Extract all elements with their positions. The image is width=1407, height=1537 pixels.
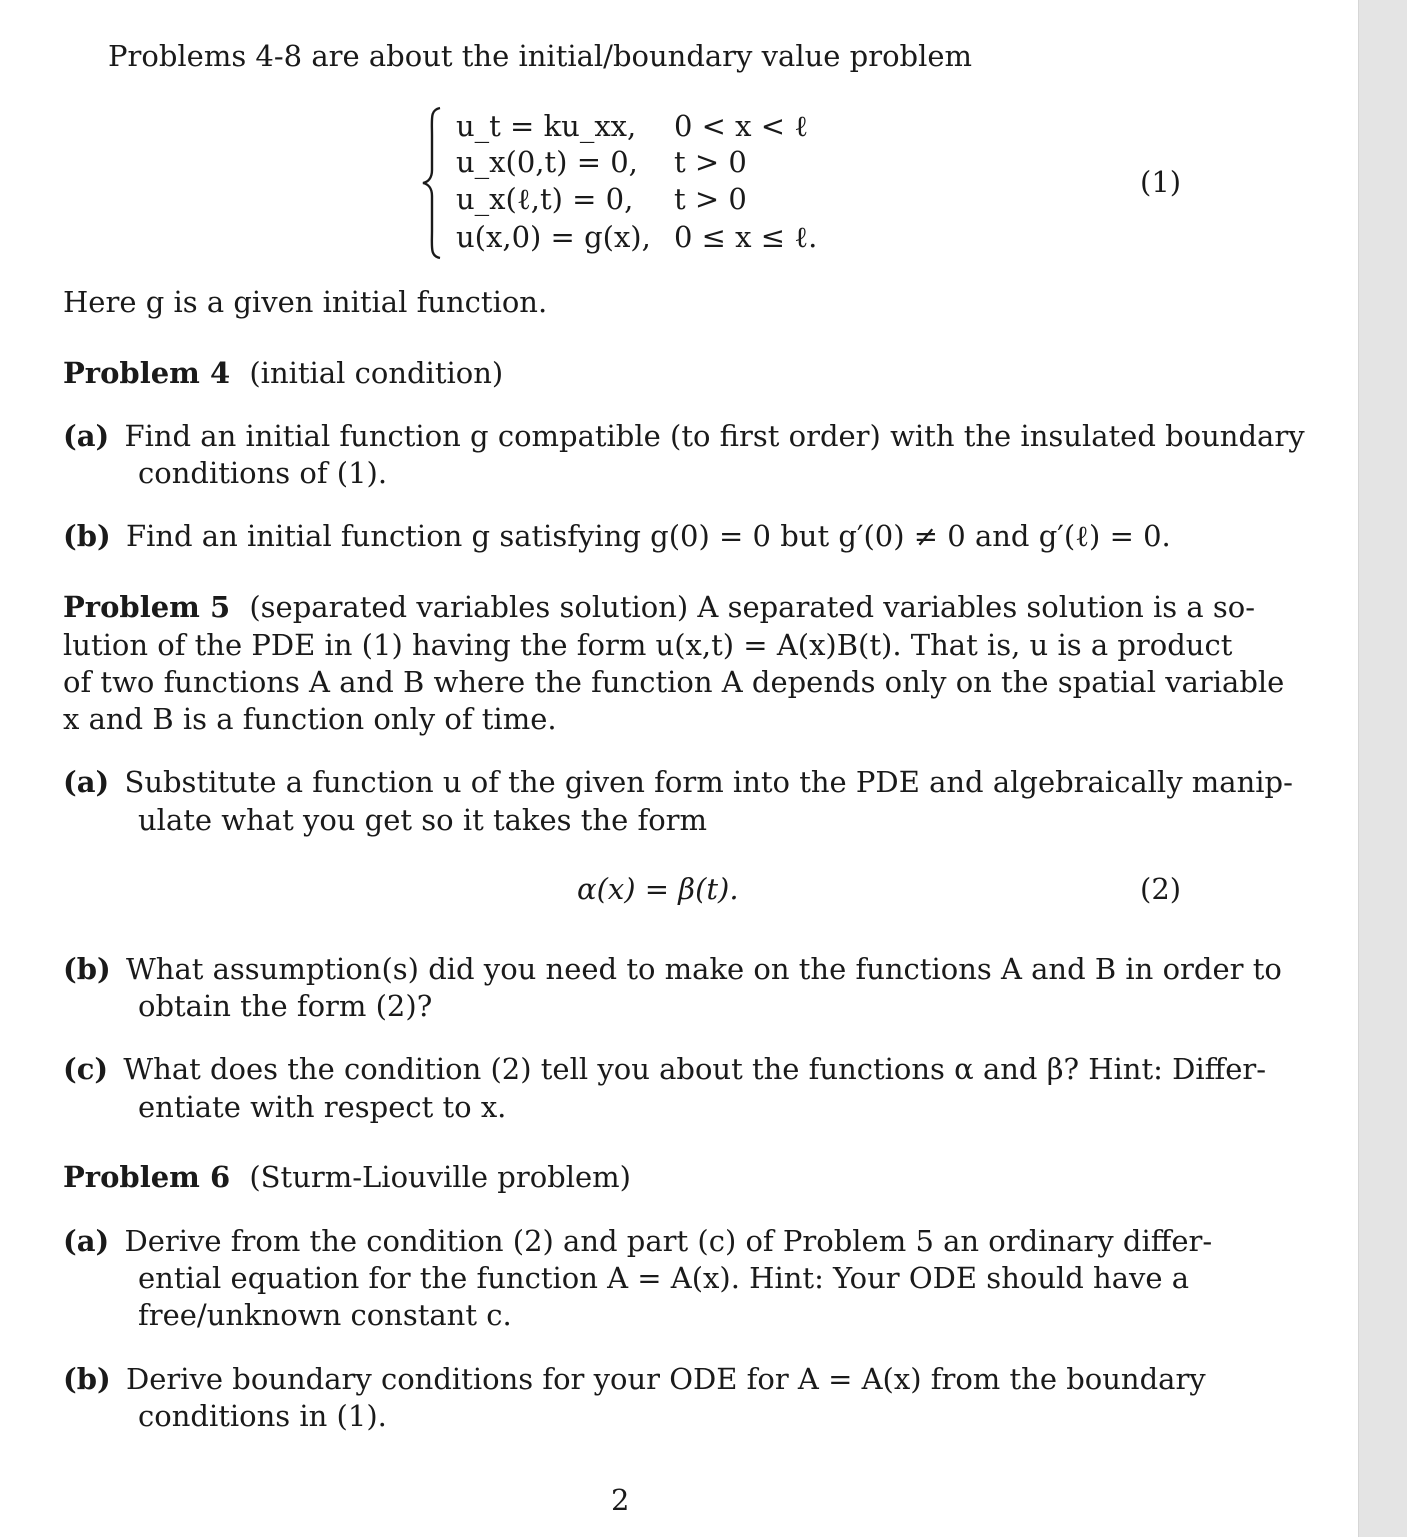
problem-5c-line2: entiate with respect to x.	[138, 1090, 507, 1124]
problem-4-title: Problem 4	[63, 356, 231, 390]
problem-6-subtitle: (Sturm-Liouville problem)	[249, 1160, 631, 1194]
problem-5b-line2: obtain the form (2)?	[138, 989, 433, 1023]
problem-5-intro-line2: lution of the PDE in (1) having the form u(x,t) = A(x)B(t). That is, u is a product	[63, 628, 1233, 662]
system-row-eq-2: u_x(0,t) = 0,	[456, 145, 638, 179]
problem-5-title: Problem 5	[63, 590, 231, 624]
problem-4a	[63, 418, 1305, 454]
problem-6-heading	[63, 1159, 631, 1195]
problem-6b-line2: conditions in (1).	[138, 1399, 387, 1433]
equation-number-1: (1)	[1140, 165, 1182, 199]
problem-6a-line3: free/unknown constant c.	[138, 1298, 512, 1332]
problem-5c-line1: What does the condition (2) tell you about the functions α and β? Hint: Differ-	[123, 1052, 1267, 1086]
problem-5a-label: (a)	[63, 765, 110, 799]
problem-6a-label: (a)	[63, 1224, 110, 1258]
problem-5c-label: (c)	[63, 1052, 109, 1086]
system-row-cond-4: 0 ≤ x ≤ ℓ.	[674, 220, 818, 254]
given-text: Here g is a given initial function.	[63, 285, 548, 319]
problem-5-intro-line1: (separated variables solution) A separated variables solution is a so-	[249, 590, 1256, 624]
system-row-cond-3: t > 0	[674, 182, 747, 216]
intro-text: Problems 4-8 are about the initial/boundary value problem	[108, 39, 973, 73]
problem-5a-line1: Substitute a function u of the given form into the PDE and algebraically manip-	[124, 765, 1293, 799]
problem-5b	[63, 951, 1282, 987]
problem-4b-label: (b)	[63, 519, 111, 553]
problem-5b-line1: What assumption(s) did you need to make on the functions A and B in order to	[125, 952, 1282, 986]
problem-5a	[63, 764, 1293, 800]
problem-5c	[63, 1051, 1266, 1087]
problem-4a-line2: conditions of (1).	[138, 456, 388, 490]
system-row-cond-1: 0 < x < ℓ	[674, 109, 809, 143]
problem-6b-label: (b)	[63, 1362, 111, 1396]
problem-4a-line1: Find an initial function g compatible (to first order) with the insulated boundary	[124, 419, 1305, 453]
problem-4-heading	[63, 355, 503, 391]
equation-number-2: (2)	[1140, 872, 1182, 906]
problem-6a-line2: ential equation for the function A = A(x). Hint: Your ODE should have a	[138, 1261, 1190, 1295]
problem-4b-text: Find an initial function g satisfying g(0) = 0 but g′(0) ≠ 0 and g′(ℓ) = 0.	[125, 519, 1171, 553]
left-brace	[420, 106, 444, 260]
system-row-eq-4: u(x,0) = g(x),	[456, 220, 651, 254]
problem-4-subtitle: (initial condition)	[249, 356, 504, 390]
problem-5-intro-line3: of two functions A and B where the function A depends only on the spatial variable	[63, 665, 1285, 699]
page-number: 2	[611, 1483, 630, 1517]
system-row-cond-2: t > 0	[674, 145, 747, 179]
problem-6a	[63, 1223, 1212, 1259]
problem-6b-line1: Derive boundary conditions for your ODE for A = A(x) from the boundary	[125, 1362, 1206, 1396]
system-row-eq-3: u_x(ℓ,t) = 0,	[456, 182, 634, 216]
problem-6-title: Problem 6	[63, 1160, 231, 1194]
equation-2: α(x) = β(t).	[577, 872, 739, 906]
problem-5a-line2: ulate what you get so it takes the form	[138, 803, 708, 837]
problem-4b	[63, 518, 1171, 554]
problem-6a-line1: Derive from the condition (2) and part (c) of Problem 5 an ordinary differ-	[124, 1224, 1213, 1258]
problem-6b	[63, 1361, 1206, 1397]
problem-5-heading	[63, 589, 1255, 625]
problem-4a-label: (a)	[63, 419, 110, 453]
problem-5b-label: (b)	[63, 952, 111, 986]
problem-5-intro-line4: x and B is a function only of time.	[63, 702, 557, 736]
system-row-eq-1: u_t = ku_xx,	[456, 109, 637, 143]
scrollbar-track[interactable]	[1358, 0, 1407, 1537]
